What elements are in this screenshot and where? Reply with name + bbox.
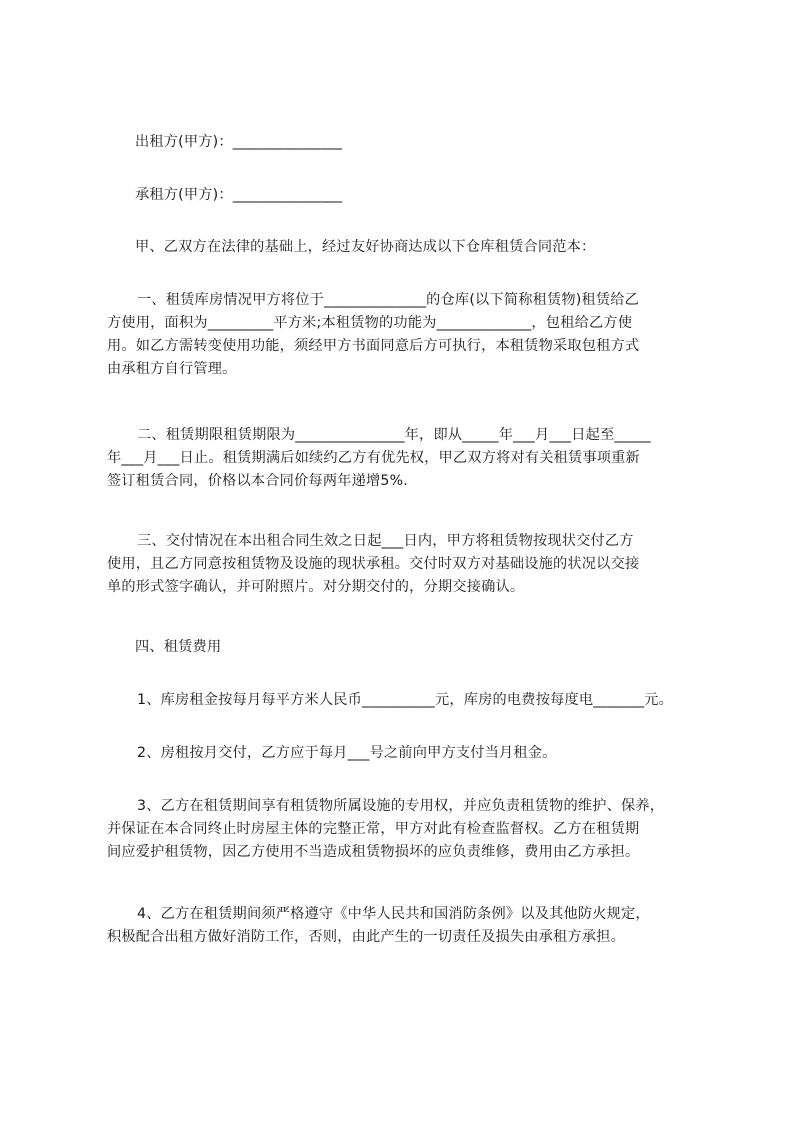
item-3-line-2: 并保证在本合同终止时房屋主体的完整正常，甲方对此有检查监督权。乙方在租赁期 bbox=[107, 821, 640, 837]
item-3-line-3: 间应爱护租赁物，因乙方使用不当造成租赁物损坏的应负责维修，费用由乙方承担。 bbox=[107, 844, 640, 860]
item-3-line-1: 3、乙方在租赁期间享有租赁物所属设施的专用权，并应负责租赁物的维护、保养， bbox=[137, 798, 665, 814]
section-3-paragraph bbox=[107, 530, 713, 599]
section-2-line-2: 年___月___日止。租赁期满后如续约乙方有优先权，甲乙双方将对有关租赁事项重新 bbox=[107, 450, 640, 466]
section-2-paragraph bbox=[107, 424, 713, 493]
section-3-line-2: 使用，且乙方同意按租赁物及设施的现状承租。交付时双方对基础设施的状况以交接 bbox=[107, 556, 640, 572]
lessee-text: 承租方(甲方)：_______________ bbox=[135, 187, 343, 203]
item-4-line-1: 4、乙方在租赁期间须严格遵守《中华人民共和国消防条例》以及其他防火规定， bbox=[137, 906, 650, 922]
item-4-line-2: 积极配合出租方做好消防工作，否则，由此产生的一切责任及损失由承租方承担。 bbox=[107, 929, 625, 945]
item-4-paragraph bbox=[107, 903, 713, 949]
lessor-line bbox=[135, 131, 741, 154]
section-3-line-1: 三、交付情况在本出租合同生效之日起___日内，甲方将租赁物按现状交付乙方 bbox=[137, 533, 634, 549]
intro-paragraph bbox=[135, 236, 741, 259]
section-1-line-1: 一、租赁库房情况甲方将位于______________的仓库(以下简称租赁物)租赁给乙 bbox=[137, 292, 640, 308]
lessor-text: 出租方(甲方)：_______________ bbox=[135, 134, 343, 150]
item-2-text: 2、房租按月交付，乙方应于每月___号之前向甲方支付当月租金。 bbox=[137, 745, 557, 761]
section-1-line-3: 用。如乙方需转变使用功能，须经甲方书面同意后方可执行，本租赁物采取包租方式 bbox=[107, 338, 640, 354]
section-3-line-3: 单的形式签字确认，并可附照片。对分期交付的，分期交接确认。 bbox=[107, 579, 525, 595]
section-4-title bbox=[135, 636, 741, 659]
section-2-line-1: 二、租赁期限租赁期限为_______________年，即从_____年___月___日起至_____ bbox=[137, 427, 651, 443]
item-2-paragraph bbox=[107, 742, 713, 765]
item-1-paragraph bbox=[107, 689, 713, 712]
intro-text: 甲、乙双方在法律的基础上，经过友好协商达成以下仓库租赁合同范本： bbox=[135, 239, 596, 255]
section-1-line-2: 方使用，面积为_________平方米;本租赁物的功能为_____________，包租给乙方使 bbox=[107, 315, 633, 331]
item-3-paragraph bbox=[107, 795, 713, 864]
lessee-line bbox=[135, 184, 741, 207]
section-1-line-4: 由承租方自行管理。 bbox=[107, 361, 237, 377]
section-4-title-text: 四、租赁费用 bbox=[135, 639, 222, 655]
section-2-line-3: 签订租赁合同，价格以本合同价每两年递增5%. bbox=[107, 473, 408, 489]
item-1-text: 1、库房租金按每月每平方米人民币__________元，库房的电费按每度电_______元。 bbox=[137, 692, 674, 708]
section-1-paragraph bbox=[107, 289, 713, 381]
